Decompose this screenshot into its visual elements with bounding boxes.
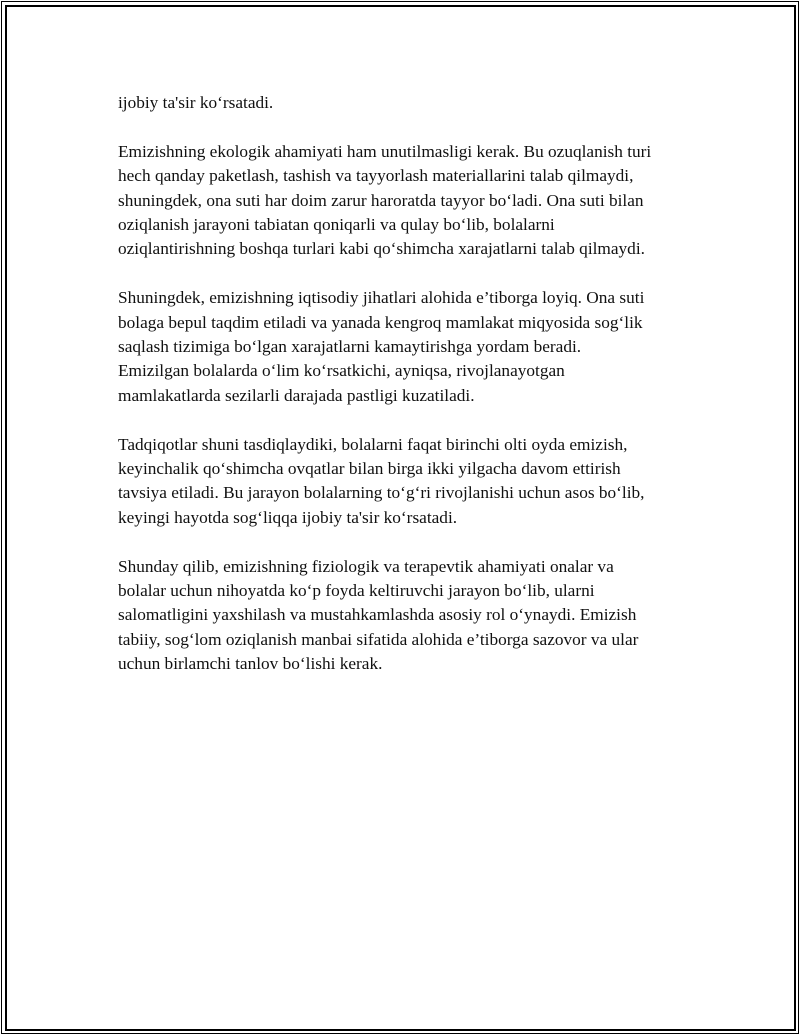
text-line: shuningdek, ona suti har doim zarur haroratda tayyor bo‘ladi. Ona suti bilan: [118, 190, 644, 210]
text-line: tabiiy, sog‘lom oziqlanish manbai sifatida alohida e’tiborga sazovor va ular: [118, 629, 639, 649]
text-line: bolaga bepul taqdim etiladi va yanada kengroq mamlakat miqyosida sog‘lik: [118, 312, 643, 332]
text-line: Shunday qilib, emizishning fiziologik va terapevtik ahamiyati onalar va: [118, 556, 614, 576]
text-line: salomatligini yaxshilash va mustahkamlashda asosiy rol o‘ynaydi. Emizish: [118, 605, 637, 625]
text-line: ijobiy ta'sir ko‘rsatadi.: [118, 93, 274, 112]
text-line: keyinchalik qo‘shimcha ovqatlar bilan birga ikki yilgacha davom ettirish: [118, 459, 621, 479]
text-line: Emizilgan bolalarda o‘lim ko‘rsatkichi, ayniqsa, rivojlanayotgan: [118, 361, 565, 381]
text-line: mamlakatlarda sezilarli darajada pastligi kuzatiladi.: [118, 385, 475, 405]
paragraph-4: [118, 433, 698, 531]
text-line: Tadqiqotlar shuni tasdiqlaydiki, bolalarni faqat birinchi olti oyda emizish,: [118, 434, 628, 454]
paragraph-1: [118, 91, 698, 115]
text-line: uchun birlamchi tanlov bo‘lishi kerak.: [118, 654, 383, 674]
text-line: Emizishning ekologik ahamiyati ham unutilmasligi kerak. Bu ozuqlanish turi: [118, 141, 652, 161]
text-line: tavsiya etiladi. Bu jarayon bolalarning to‘g‘ri rivojlanishi uchun asos bo‘lib,: [118, 483, 645, 503]
paragraph-3: [118, 286, 698, 408]
text-line: oziqlanish jarayoni tabiatan qoniqarli va qulay bo‘lib, bolalarni: [118, 215, 555, 235]
paragraph-2: [118, 140, 698, 262]
text-line: hech qanday paketlash, tashish va tayyorlash materiallarini talab qilmaydi,: [118, 166, 634, 186]
text-line: bolalar uchun nihoyatda ko‘p foyda keltiruvchi jarayon bo‘lib, ularni: [118, 581, 595, 601]
paragraph-5: [118, 555, 698, 677]
text-line: keyingi hayotda sog‘liqqa ijobiy ta'sir ko‘rsatadi.: [118, 507, 458, 527]
document-body: [118, 91, 698, 701]
text-line: oziqlantirishning boshqa turlari kabi qo‘shimcha xarajatlarni talab qilmaydi.: [118, 239, 645, 259]
text-line: saqlash tizimiga bo‘lgan xarajatlarni kamaytirishga yordam beradi.: [118, 337, 582, 357]
text-line: Shuningdek, emizishning iqtisodiy jihatlari alohida e’tiborga loyiq. Ona suti: [118, 288, 645, 308]
